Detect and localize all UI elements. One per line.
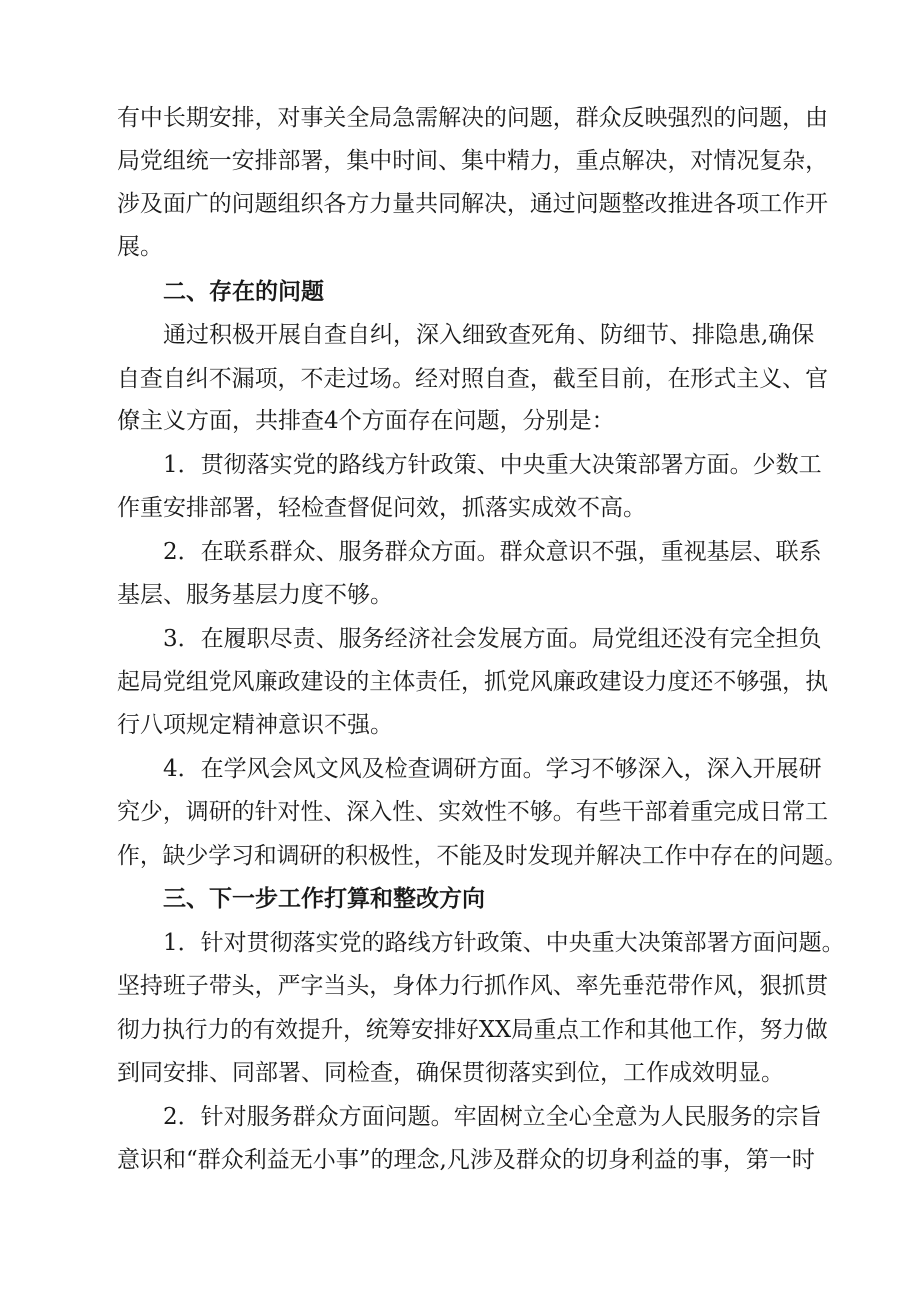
body-line: 坚持班子带头，严字当头，身体力行抓作风、率先垂范带作风，狠抓贯 bbox=[117, 973, 828, 999]
list-item-line: 4．在学风会风文风及检查调研方面。学习不够深入，深入开展研 bbox=[163, 756, 822, 782]
body-line: 意识和“群众利益无小事”的理念,凡涉及群众的切身利益的事，第一时 bbox=[117, 1147, 815, 1173]
body-line: 局党组统一安排部署，集中时间、集中精力，重点解决，对情况复杂， bbox=[117, 148, 828, 174]
list-item-line: 1．针对贯彻落实党的路线方针政策、中央重大决策部署方面问题。 bbox=[163, 930, 845, 956]
list-item-line: 2．在联系群众、服务群众方面。群众意识不强，重视基层、联系 bbox=[163, 539, 822, 565]
body-line: 作重安排部署，轻检查督促问效，抓落实成效不高。 bbox=[117, 495, 646, 521]
section-heading: 二、存在的问题 bbox=[163, 279, 324, 305]
body-line: 作，缺少学习和调研的积极性，不能及时发现并解决工作中存在的问题。 bbox=[117, 843, 847, 869]
list-item-line: 3．在履职尽责、服务经济社会发展方面。局党组还没有完全担负 bbox=[163, 626, 822, 652]
body-line: 通过积极开展自查自纠，深入细致查死角、防细节、排隐患,确保 bbox=[163, 322, 815, 348]
list-item-line: 1．贯彻落实党的路线方针政策、中央重大决策部署方面。少数工 bbox=[163, 452, 822, 478]
body-line: 彻力执行力的有效提升，统筹安排好XX局重点工作和其他工作，努力做 bbox=[117, 1017, 828, 1043]
body-line: 到同安排、同部署、同检查，确保贯彻落实到位，工作成效明显。 bbox=[117, 1060, 784, 1086]
list-item-line: 2．针对服务群众方面问题。牢固树立全心全意为人民服务的宗旨 bbox=[163, 1104, 822, 1130]
body-line: 有中长期安排，对事关全局急需解决的问题，群众反映强烈的问题，由 bbox=[117, 105, 828, 131]
body-line: 究少，调研的针对性、深入性、实效性不够。有些干部着重完成日常工 bbox=[117, 799, 828, 825]
section-heading: 三、下一步工作打算和整改方向 bbox=[163, 886, 485, 912]
body-line: 起局党组党风廉政建设的主体责任，抓党风廉政建设力度还不够强，执 bbox=[117, 669, 828, 695]
body-line: 自查自纠不漏项，不走过场。经对照自查，截至目前，在形式主义、官 bbox=[117, 366, 828, 392]
body-line: 僚主义方面，共排查4个方面存在问题，分别是： bbox=[117, 408, 615, 434]
body-line: 行八项规定精神意识不强。 bbox=[117, 712, 393, 738]
body-line: 基层、服务基层力度不够。 bbox=[117, 582, 393, 608]
body-line: 展。 bbox=[117, 234, 163, 260]
body-line: 涉及面广的问题组织各方力量共同解决，通过问题整改推进各项工作开 bbox=[117, 191, 828, 217]
